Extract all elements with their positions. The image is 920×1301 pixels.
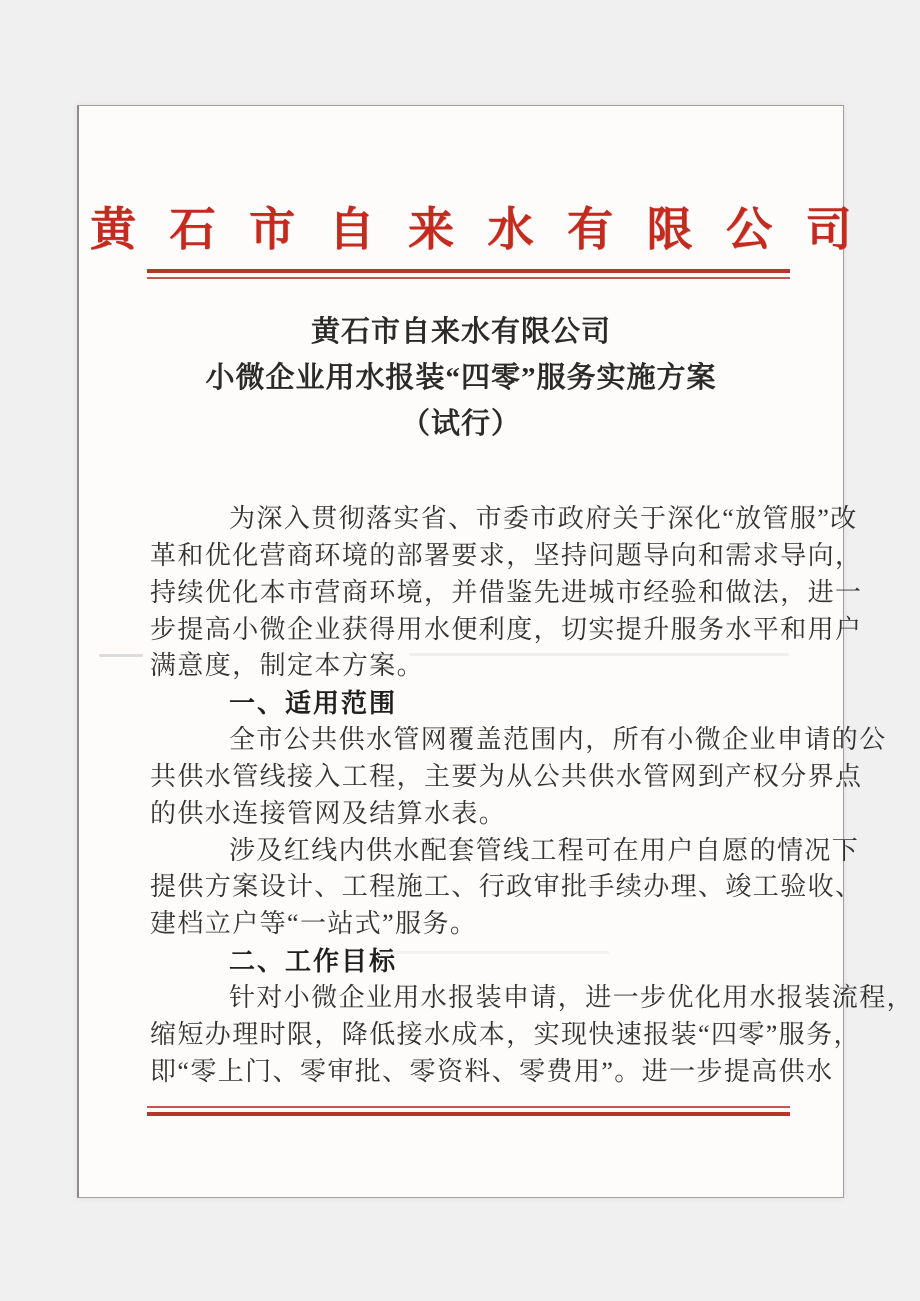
footer-double-rule (147, 1106, 790, 1116)
body-line: 满意度，制定本方案。 (150, 651, 425, 681)
document-body (150, 501, 915, 1091)
body-line: 共供水管线接入工程，主要为从公共供水管网到产权分界点 (150, 761, 863, 791)
document-title-line3: （试行） (400, 408, 521, 440)
body-line: 缩短办理时限，降低接水成本，实现快速报装“四零”服务， (150, 1019, 861, 1049)
rule-thin-line (147, 277, 790, 279)
body-line: 针对小微企业用水报装申请，进一步优化用水报装流程， (229, 982, 915, 1012)
body-line: 革和优化营商环境的部署要求，坚持问题导向和需求导向， (150, 540, 863, 570)
letterhead-double-rule (147, 269, 790, 279)
letterhead-company-name: 黄 石 市 自 来 水 有 限 公 司 (90, 204, 863, 255)
body-line: 步提高小微企业获得用水便利度，切实提升服务水平和用户 (150, 614, 863, 644)
body-line: 的供水连接管网及结算水表。 (150, 798, 507, 828)
body-line: 即“零上门、零审批、零资料、零费用”。进一步提高供水 (150, 1056, 834, 1086)
scan-artifact (99, 654, 143, 657)
document-title (79, 309, 843, 447)
body-line: 为深入贯彻落实省、市委市政府关于深化“放管服”改 (229, 504, 858, 533)
section-heading-1: 一、适用范围 (229, 688, 398, 719)
rule-thick-line (147, 1112, 790, 1116)
body-line: 持续优化本市营商环境，并借鉴先进城市经验和做法，进一 (150, 577, 863, 607)
body-line: 建档立户等“一站式”服务。 (150, 909, 478, 939)
body-line: 全市公共供水管网覆盖范围内，所有小微企业申请的公 (229, 725, 887, 755)
scanned-document-page (77, 105, 915, 1198)
document-title-line1: 黄石市自来水有限公司 (310, 316, 611, 348)
document-title-line2: 小微企业用水报装“四零”服务实施方案 (205, 362, 717, 394)
body-line: 提供方案设计、工程施工、行政审批手续办理、竣工验收、 (150, 872, 863, 902)
section-heading-2: 二、工作目标 (229, 946, 398, 977)
body-line: 涉及红线内供水配套管线工程可在用户自愿的情况下 (229, 835, 860, 865)
